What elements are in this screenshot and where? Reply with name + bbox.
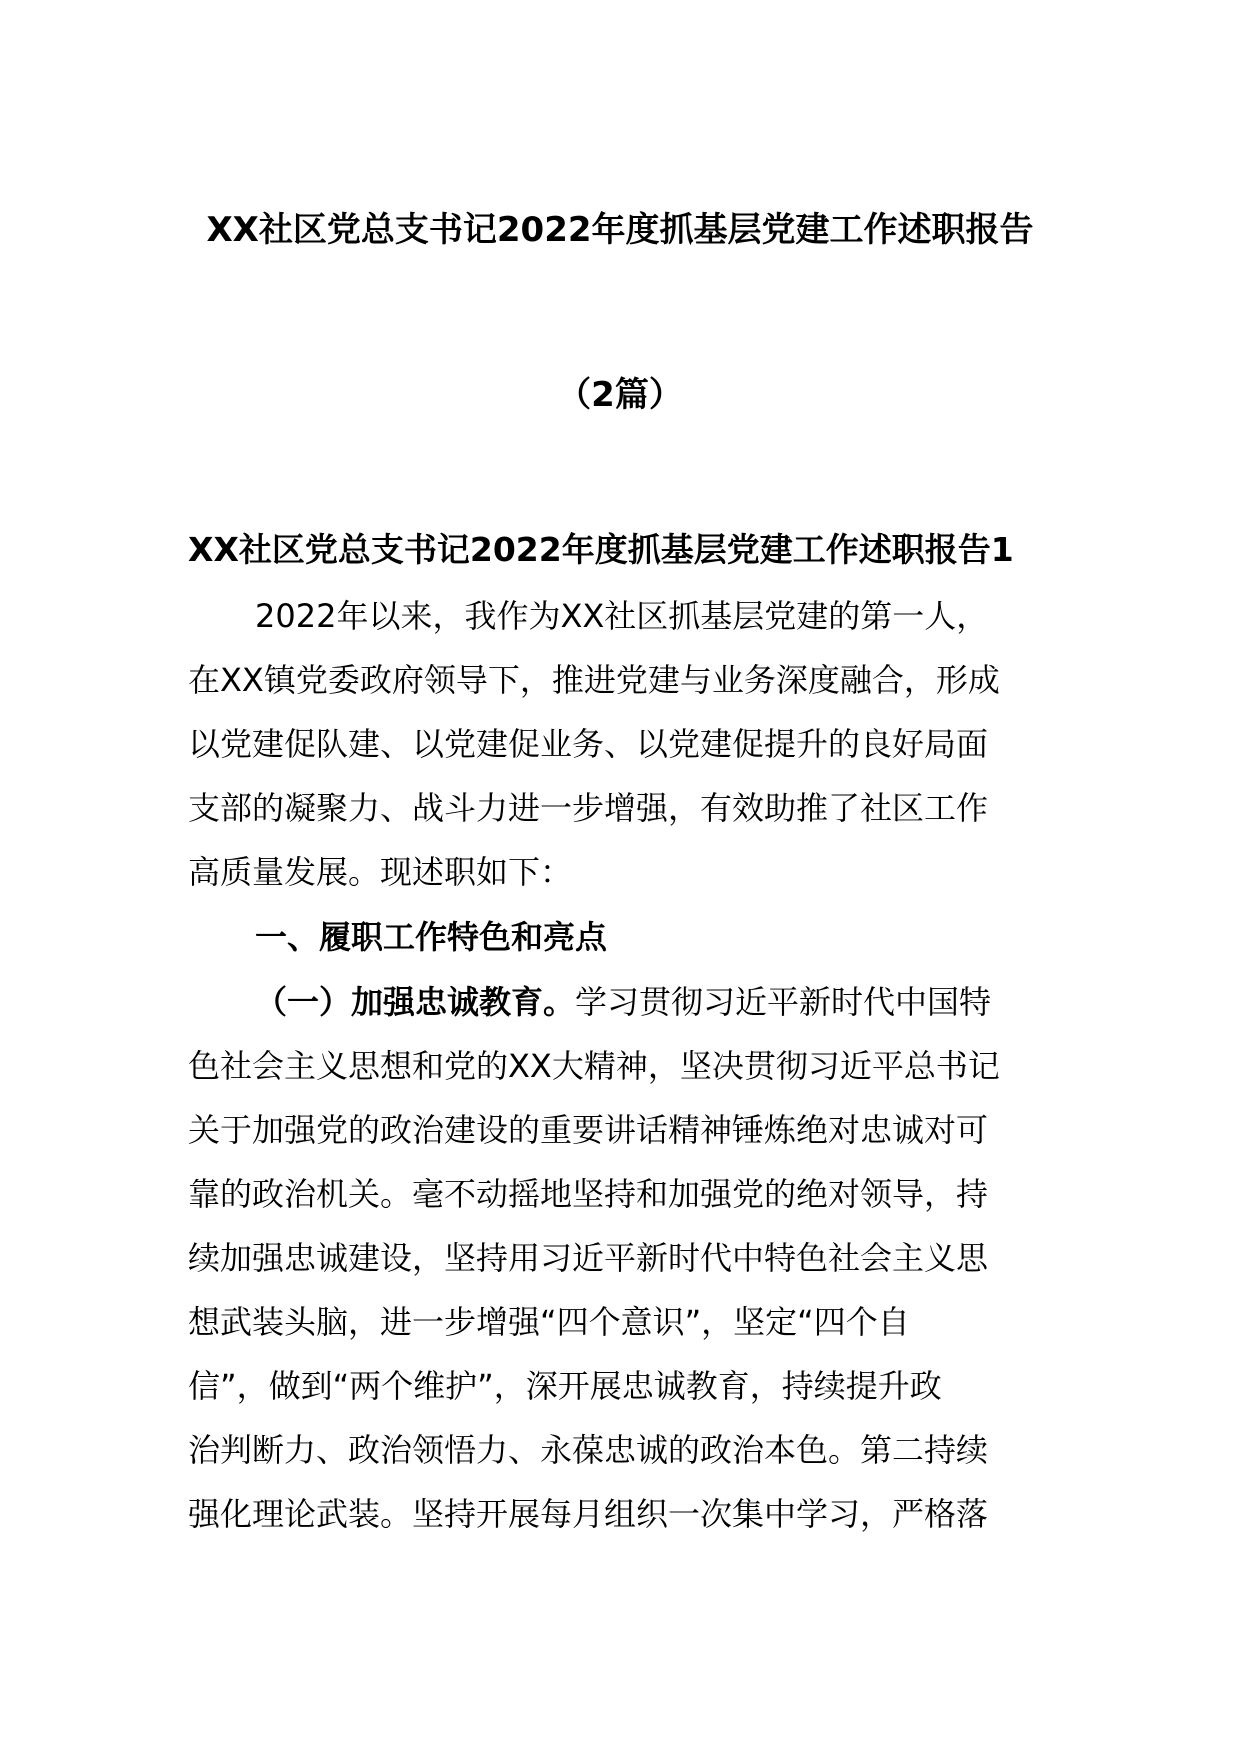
report1-title: XX社区党总支书记2022年度抓基层党建工作述职报告1 <box>188 530 1014 569</box>
sub1-line: 信”，做到“两个维护”，深开展忠诚教育，持续提升政 <box>188 1367 942 1405</box>
sub1-line: 想武装头脑，进一步增强“四个意识”，坚定“四个自 <box>188 1303 910 1341</box>
intro-line: 高质量发展。现述职如下： <box>188 853 573 891</box>
sub1-line: 强化理论武装。坚持开展每月组织一次集中学习，严格落 <box>188 1495 989 1533</box>
intro-line: 以党建促队建、以党建促业务、以党建促提升的良好局面 <box>188 725 989 763</box>
sub1-line: 关于加强党的政治建设的重要讲话精神锤炼绝对忠诚对可 <box>188 1111 989 1149</box>
sub1-label: （一）加强忠诚教育。 <box>255 983 576 1021</box>
intro-line: 2022年以来，我作为XX社区抓基层党建的第一人， <box>255 597 989 635</box>
document-title: XX社区党总支书记2022年度抓基层党建工作述职报告 <box>206 210 1034 250</box>
sub1-line: 续加强忠诚建设，坚持用习近平新时代中特色社会主义思 <box>188 1239 989 1277</box>
sub1-line: 靠的政治机关。毫不动摇地坚持和加强党的绝对领导，持 <box>188 1175 989 1213</box>
sub1-line: 治判断力、政治领悟力、永葆忠诚的政治本色。第二持续 <box>188 1431 989 1469</box>
heading-1: 一、履职工作特色和亮点 <box>255 918 608 956</box>
intro-line: 支部的凝聚力、战斗力进一步增强，有效助推了社区工作 <box>188 789 989 827</box>
document-subtitle: （2篇） <box>557 375 683 415</box>
sub1-line: 色社会主义思想和党的XX大精神，坚决贯彻习近平总书记 <box>188 1047 1000 1085</box>
sub1-first-line <box>255 980 991 1024</box>
sub1-first-line-text: 学习贯彻习近平新时代中国特 <box>575 983 992 1021</box>
intro-line: 在XX镇党委政府领导下，推进党建与业务深度融合，形成 <box>188 661 1000 699</box>
